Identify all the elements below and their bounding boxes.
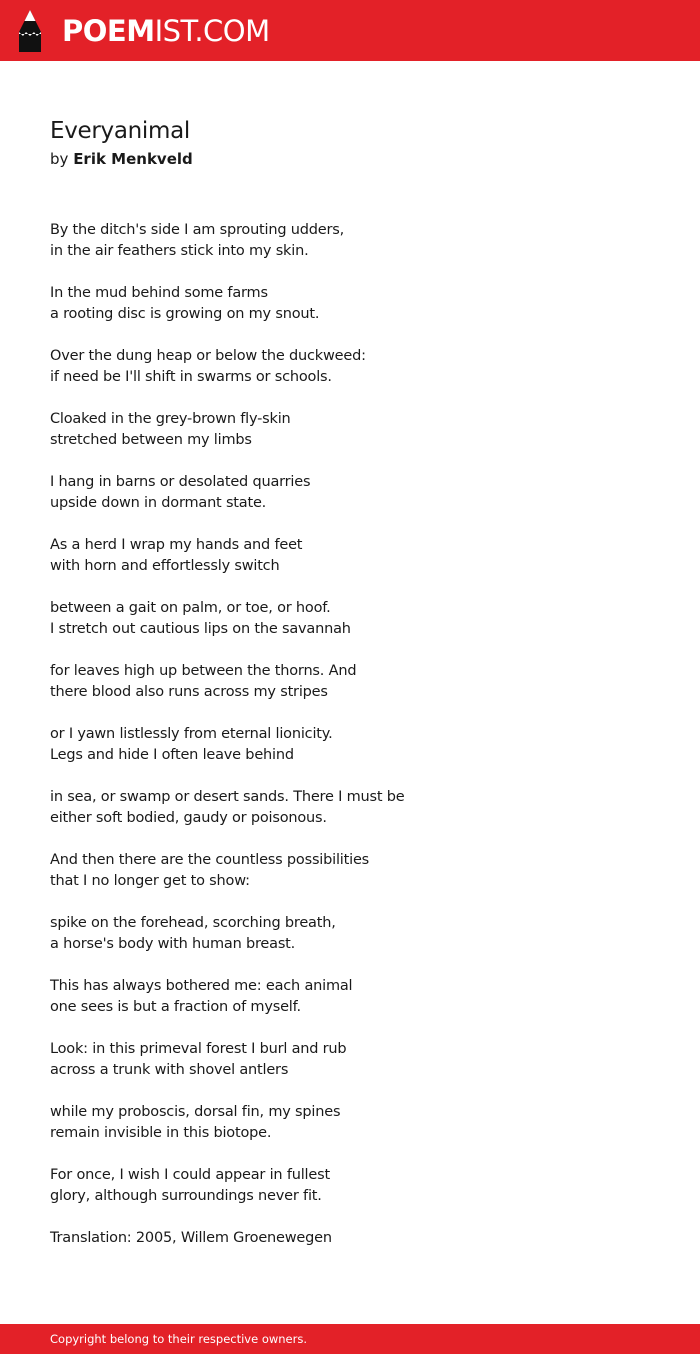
poem-line: Cloaked in the grey-brown fly-skin <box>50 411 291 427</box>
poem-line: stretched between my limbs <box>50 432 252 448</box>
poem-line: across a trunk with shovel antlers <box>50 1062 289 1078</box>
stanza <box>50 976 650 1018</box>
poem-line: Over the dung heap or below the duckweed: <box>50 348 366 364</box>
stanza <box>50 346 650 388</box>
poem-line: for leaves high up between the thorns. And <box>50 663 357 679</box>
logo-text-light: IST.COM <box>154 14 270 48</box>
poem-body <box>50 220 650 1249</box>
site-logo-link[interactable] <box>62 13 270 49</box>
stanza <box>50 598 650 640</box>
poem-line: either soft bodied, gaudy or poisonous. <box>50 810 327 826</box>
poem-line: there blood also runs across my stripes <box>50 684 328 700</box>
stanza <box>50 1228 650 1249</box>
stanza <box>50 220 650 262</box>
poem-line: As a herd I wrap my hands and feet <box>50 537 303 553</box>
stanza <box>50 472 650 514</box>
poem-line: one sees is but a fraction of myself. <box>50 999 301 1015</box>
poem-line: with horn and effortlessly switch <box>50 558 280 574</box>
by-label: by <box>50 150 69 168</box>
poem-line: Look: in this primeval forest I burl and rub <box>50 1041 347 1057</box>
poem-line: Translation: 2005, Willem Groenewegen <box>50 1230 332 1246</box>
logo-text-bold: POEM <box>62 14 155 48</box>
poem-line: a horse's body with human breast. <box>50 936 296 952</box>
byline <box>50 148 650 170</box>
stanza <box>50 850 650 892</box>
stanza <box>50 535 650 577</box>
poem-line: in the air feathers stick into my skin. <box>50 243 309 259</box>
stanza <box>50 787 650 829</box>
site-header <box>0 0 700 61</box>
copyright-text: Copyright belong to their respective owners. <box>50 1332 308 1346</box>
poem-line: And then there are the countless possibilities <box>50 852 370 868</box>
poem-line: remain invisible in this biotope. <box>50 1125 272 1141</box>
stanza <box>50 724 650 766</box>
poem-line: a rooting disc is growing on my snout. <box>50 306 320 322</box>
poem-line: This has always bothered me: each animal <box>50 978 353 994</box>
author-name: Erik Menkveld <box>73 150 193 168</box>
poem-line: In the mud behind some farms <box>50 285 268 301</box>
stanza <box>50 1102 650 1144</box>
poem-title: Everyanimal <box>50 118 191 144</box>
poem-line: between a gait on palm, or toe, or hoof. <box>50 600 331 616</box>
stanza <box>50 1165 650 1207</box>
stanza <box>50 283 650 325</box>
poem-line: I stretch out cautious lips on the savannah <box>50 621 351 637</box>
stanza <box>50 913 650 955</box>
site-footer <box>0 1324 700 1354</box>
poem-line: I hang in barns or desolated quarries <box>50 474 311 490</box>
poem-line: if need be I'll shift in swarms or schools. <box>50 369 332 385</box>
poem-line: spike on the forehead, scorching breath, <box>50 915 336 931</box>
poem-line: while my proboscis, dorsal fin, my spines <box>50 1104 341 1120</box>
stanza <box>50 1039 650 1081</box>
stanza <box>50 661 650 703</box>
stanza <box>50 409 650 451</box>
poem-content <box>50 114 650 1270</box>
poem-line: glory, although surroundings never fit. <box>50 1188 322 1204</box>
poem-line: By the ditch's side I am sprouting udders, <box>50 222 345 238</box>
poem-line: that I no longer get to show: <box>50 873 250 889</box>
poem-line: upside down in dormant state. <box>50 495 267 511</box>
pencil-icon <box>17 10 43 52</box>
poem-line: For once, I wish I could appear in fullest <box>50 1167 330 1183</box>
poem-line: Legs and hide I often leave behind <box>50 747 294 763</box>
poem-line: in sea, or swamp or desert sands. There I must be <box>50 789 405 805</box>
poem-line: or I yawn listlessly from eternal lionicity. <box>50 726 333 742</box>
